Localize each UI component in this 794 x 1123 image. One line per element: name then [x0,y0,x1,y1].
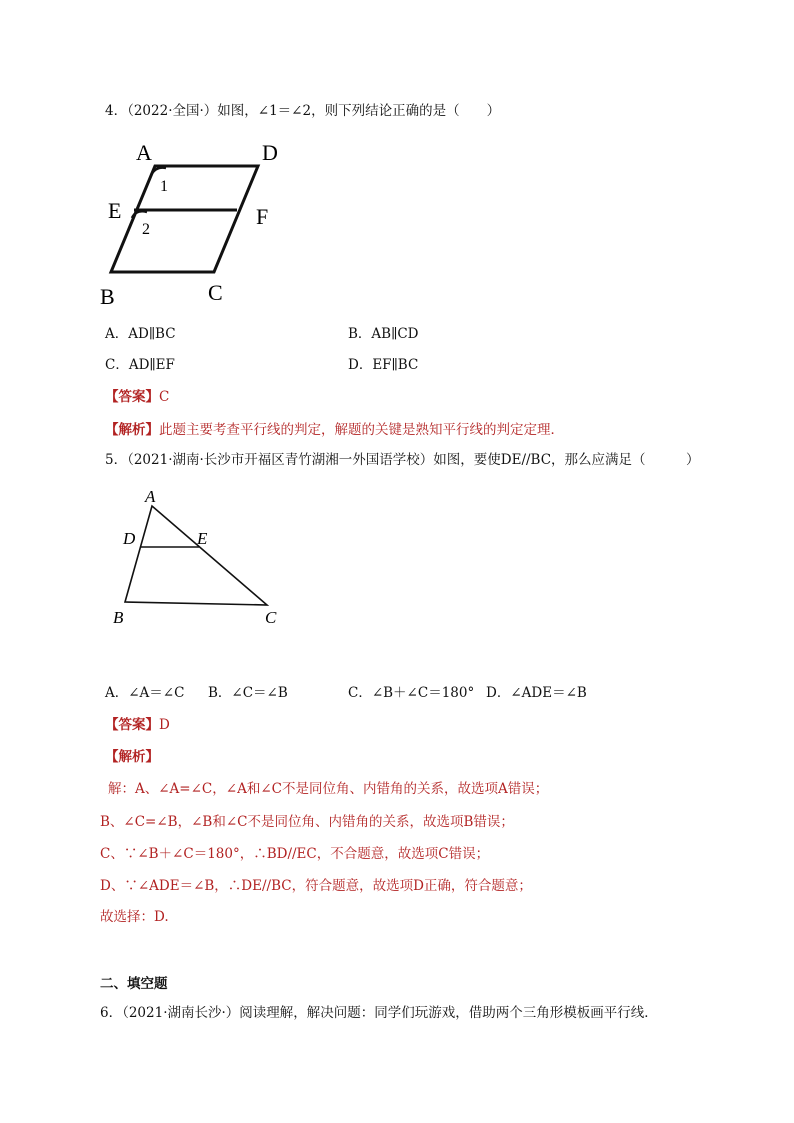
parallelogram-abcd [111,166,258,272]
q5-step-5: 故选择：D. [100,909,169,925]
label-c: C [265,608,277,627]
label-c: C [208,280,223,305]
label-f: F [256,204,269,229]
q4-option-b: B．AB∥CD [348,326,419,342]
q5-triangle-figure [105,484,305,634]
q4-parallelogram-figure [100,138,300,308]
q5-step-1: 解：A、∠A=∠C，∠A和∠C不是同位角、内错角的关系，故选项A错误； [108,781,549,797]
label-b: B [113,608,124,627]
label-2: 2 [142,221,150,238]
q5-step-4: D、∵∠ADE＝∠B，∴DE//BC，符合题意，故选项D正确，符合题意； [100,878,532,894]
q5-answer [105,716,170,734]
q5-option-d: D．∠ADE＝∠B [486,685,587,701]
answer-value: D [159,717,170,733]
label-1: 1 [160,178,168,195]
label-e: E [108,198,122,223]
q5-option-a: A．∠A＝∠C [105,685,185,701]
label-e: E [197,529,208,548]
label-d: D [123,529,136,548]
q4-option-c: C．AD∥EF [105,357,175,373]
q5-analysis-tag [105,748,159,766]
answer-value: C [159,389,170,405]
answer-tag: 【答案】 [105,389,159,405]
q4-answer [105,388,169,406]
section-title: 二、填空题 [100,976,168,992]
q6-stem: 6．（2021·湖南长沙·）阅读理解，解决问题：同学们玩游戏，借助两个三角形模板画平行线． [100,1005,658,1021]
q4-stem: 4．（2022·全国·）如图，∠1＝∠2，则下列结论正确的是（ ） [105,103,501,119]
label-a: A [145,487,156,506]
label-a: A [136,140,152,165]
triangle-abc [125,506,267,605]
label-b: B [100,284,115,308]
q5-stem: 5．（2021·湖南·长沙市开福区青竹湖湘一外国语学校）如图，要使DE//BC，那么应满足（ ） [105,452,700,468]
analysis-tag: 【解析】 [105,749,159,765]
q5-option-c: C．∠B＋∠C＝180° [348,685,475,701]
q5-option-b: B．∠C＝∠B [208,685,288,701]
analysis-tag: 【解析】 [105,422,159,438]
label-d: D [262,140,278,165]
q5-step-3: C、∵∠B＋∠C＝180°，∴BD//EC，不合题意，故选项C错误； [100,846,490,862]
analysis-text: 此题主要考查平行线的判定，解题的关键是熟知平行线的判定定理． [159,422,564,438]
answer-tag: 【答案】 [105,717,159,733]
q5-step-2: B、∠C=∠B，∠B和∠C不是同位角、内错角的关系，故选项B错误； [100,814,514,830]
q4-analysis [105,421,564,439]
q4-option-d: D．EF∥BC [348,357,419,373]
q4-option-a: A．AD∥BC [105,326,176,342]
